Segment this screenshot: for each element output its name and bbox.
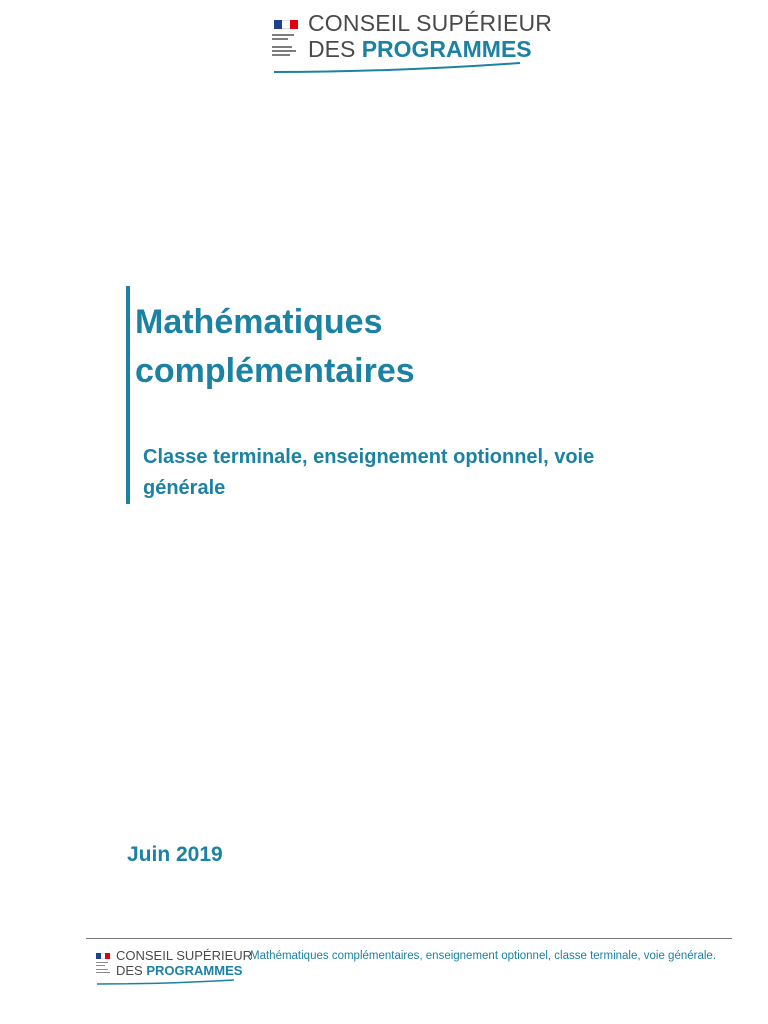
csp-logo-icon <box>264 10 553 74</box>
french-flag-icon <box>96 953 110 959</box>
publication-date: Juin 2019 <box>127 843 223 866</box>
page-title: Mathématiques complémentaires <box>135 303 415 390</box>
logo-line1: CONSEIL SUPÉRIEUR <box>308 10 553 36</box>
footer-logo-swoosh-icon <box>96 978 236 986</box>
page-subtitle: Classe terminale, enseignement optionnel, voie générale <box>143 446 595 499</box>
logo-line2 <box>308 36 532 63</box>
footer-logo-line2 <box>116 963 242 978</box>
logo-line2-prefix: DES <box>308 36 356 62</box>
logo-swoosh-icon <box>272 60 522 74</box>
logo-line2-accent: PROGRAMMES <box>361 36 532 62</box>
footer-document-title: Mathématiques complémentaires, enseignement optionnel, classe terminale, voie générale. <box>250 950 717 962</box>
footer-logo-line1: CONSEIL SUPÉRIEUR <box>116 948 253 963</box>
title-accent-bar <box>126 286 130 504</box>
csp-logo-icon <box>94 948 253 988</box>
french-flag-icon <box>274 20 298 29</box>
footer-divider <box>86 938 732 939</box>
footer-logo-line2-prefix: DES <box>116 963 143 978</box>
footer-logo-line2-accent: PROGRAMMES <box>146 963 243 978</box>
